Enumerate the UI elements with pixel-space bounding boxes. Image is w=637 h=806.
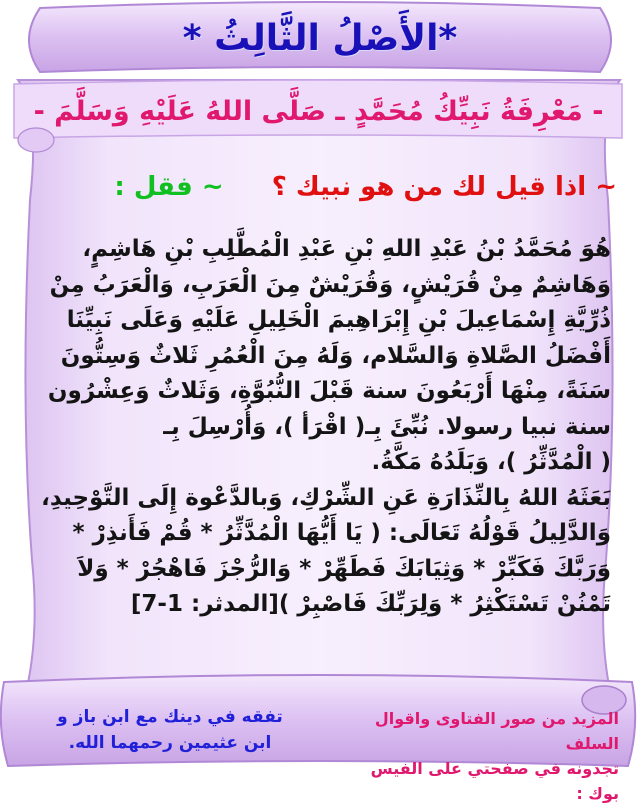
page-title: *الأَصْلُ الثَّالِثُ *	[182, 18, 458, 59]
footer-facebook-note: المزيد من صور الفتاوى واقوال السلف تجدونه في صفحتي على الفيس بوك :	[370, 709, 619, 803]
question-line	[114, 172, 617, 202]
subtitle-heading: - مَعْرِفَةُ نَبِيِّكُ مُحَمَّدٍ ـ صَلَّى اللهُ عَلَيْهِ وَسَلَّمَ -	[33, 96, 604, 127]
answer-label: ~ فقل :	[114, 172, 224, 202]
question-text: ~ اذا قيل لك من هو نبيك ؟	[271, 172, 617, 202]
footer-tagline: تفقه في دينك مع ابن باز و ابن عثيمين رحمهما الله.	[57, 707, 283, 753]
answer-body: هُوَ مُحَمَّدُ بْنُ عَبْدِ اللهِ بْنِ عَبْدِ الْمُطَّلِبِ بْنِ هَاشِمٍ، وَهَاشِمٌ مِنْ قُرَيْشٍ، وَقُرَيْشٌ مِنَ الْعَرَبِ، وَالْعَرَبُ مِنْ ذُرِّيَّةِ إِسْمَاعِيلَ بْنِ إِبْرَاهِيمَ الْخَلِيلِ عَلَيْهِ وَعَلَى نَبِيِّنَا أَفْضَلُ الصَّلاةِ وَالسَّلام، وَلَهُ مِنَ الْعُمُرِ ثَلاثٌ وَسِتُّونَ سَنَةً، مِنْهَا أَرْبَعُونَ سنة قَبْلَ النُّبُوَّةِ، وَثَلاثٌ وَعِشْرُون سنة نبيا رسولا. نُبِّئَ بِـ( اقْرَأ )، وَأُرْسِلَ بِـ ( الْمُدَّثِّرُ )، وَبَلَدُهُ مَكَّةُ. بَعَثَهُ اللهُ بِالنِّذَارَةِ عَنِ الشِّرْكِ، وَبالدَّعْوة إِلَى التَّوْحِيدِ، وَالدَّلِيلُ قَوْلُهُ تَعَالَى: ( يَا أَيُّهَا الْمُدَّثِّرُ * قُمْ فَأَنذِرْ * وَرَبَّكَ فَكَبِّرْ * وَثِيَابَكَ فَطَهِّرْ * وَالرُّجْزَ فَاهْجُرْ * وَلاَ تَمْنُنْ تَسْتَكْثِرُ * وَلِرَبِّكَ فَاصْبِرْ )[المدثر: 1-7]	[41, 236, 611, 617]
